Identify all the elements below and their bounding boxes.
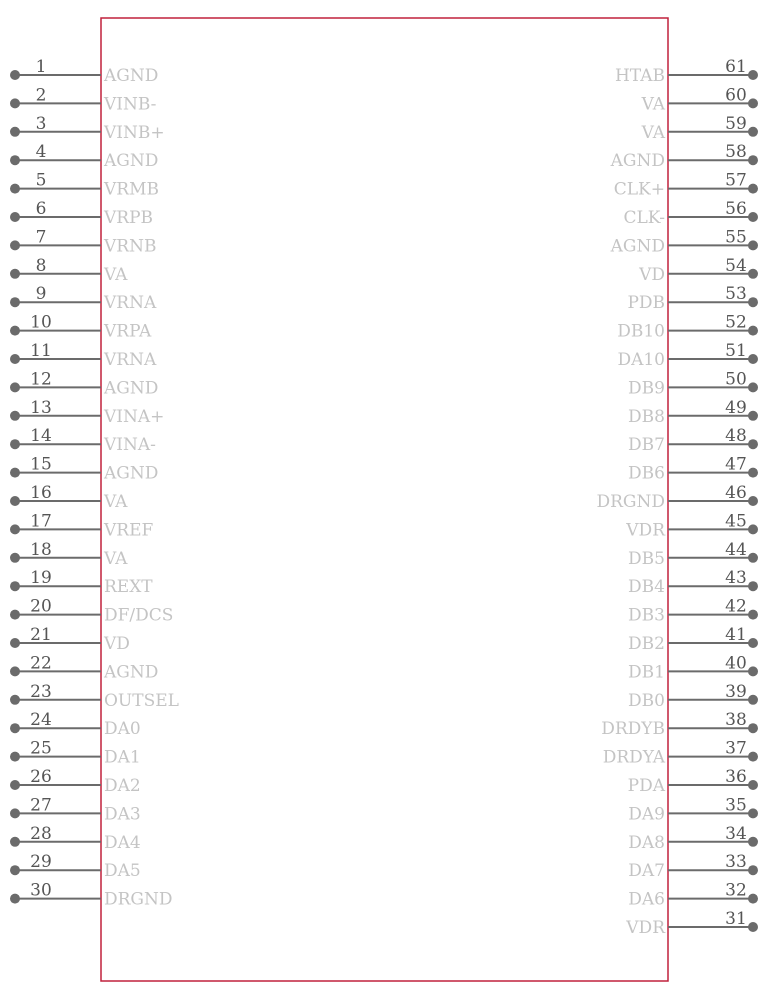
- pin-number: 18: [30, 539, 52, 560]
- pin-number: 46: [725, 483, 747, 503]
- pin-name: DA6: [628, 889, 665, 910]
- left-pin-group: [10, 57, 179, 910]
- pin-name: DA1: [104, 747, 141, 768]
- pin-name: OUTSEL: [104, 690, 179, 711]
- pin-54: [638, 256, 758, 285]
- pin-number: 56: [725, 199, 747, 219]
- pin-number: 58: [725, 142, 747, 163]
- pin-endpoint-dot: [10, 723, 20, 733]
- right-pin-group: [596, 57, 758, 938]
- pin-endpoint-dot: [10, 496, 20, 506]
- pin-endpoint-dot: [10, 127, 20, 137]
- pin-name: DB0: [628, 690, 665, 711]
- pin-endpoint-dot: [748, 326, 758, 336]
- pin-name: AGND: [104, 151, 159, 172]
- pin-name: HTAB: [614, 66, 665, 86]
- pin-name: VA: [641, 94, 665, 115]
- pin-number: 9: [35, 284, 47, 305]
- pin-53: [627, 284, 758, 313]
- pin-12: [10, 369, 158, 398]
- pin-number: 7: [35, 227, 47, 248]
- pin-endpoint-dot: [10, 808, 20, 818]
- pin-name: DA4: [104, 832, 141, 853]
- pin-endpoint-dot: [748, 212, 758, 222]
- pin-number: 42: [725, 596, 747, 617]
- pin-number: 10: [30, 312, 52, 333]
- pin-number: 15: [30, 454, 52, 475]
- pin-58: [610, 142, 758, 171]
- pin-name: VINB-: [104, 94, 157, 115]
- pin-59: [641, 114, 758, 143]
- pin-8: [10, 256, 128, 285]
- pin-39: [628, 682, 758, 711]
- pin-number: 49: [725, 397, 747, 418]
- pin-60: [641, 85, 758, 114]
- pin-6: [10, 199, 153, 228]
- ic-body-outline: [101, 18, 668, 981]
- pin-name: VRMB: [104, 179, 159, 200]
- pin-number: 11: [30, 341, 52, 361]
- pin-56: [623, 199, 758, 228]
- pin-number: 2: [35, 85, 47, 106]
- pin-name: VD: [104, 634, 130, 654]
- pin-endpoint-dot: [748, 922, 758, 932]
- pin-name: VA: [104, 492, 128, 512]
- pin-36: [628, 767, 758, 796]
- pin-endpoint-dot: [748, 496, 758, 506]
- pin-name: VA: [104, 264, 128, 285]
- pin-number: 48: [725, 426, 747, 447]
- pin-number: 13: [30, 397, 52, 418]
- pin-name: DRGND: [104, 889, 173, 910]
- pin-name: DB8: [628, 406, 665, 427]
- pin-endpoint-dot: [748, 468, 758, 478]
- pin-number: 5: [35, 170, 47, 191]
- pin-name: AGND: [610, 151, 665, 172]
- pin-number: 23: [30, 681, 52, 702]
- pin-name: DB6: [628, 463, 665, 484]
- pin-endpoint-dot: [10, 666, 20, 676]
- pin-endpoint-dot: [10, 212, 20, 222]
- pin-endpoint-dot: [10, 240, 20, 250]
- pin-endpoint-dot: [10, 326, 20, 336]
- pin-11: [10, 341, 157, 370]
- pin-32: [628, 881, 758, 910]
- pin-endpoint-dot: [10, 98, 20, 108]
- pin-49: [628, 398, 758, 427]
- pin-name: DRDYB: [601, 719, 665, 740]
- pin-61: [615, 57, 758, 86]
- pin-52: [617, 313, 758, 342]
- pin-name: VRNB: [104, 236, 157, 257]
- pin-number: 3: [35, 113, 47, 134]
- pin-31: [625, 909, 758, 938]
- pin-number: 14: [30, 426, 52, 447]
- pin-number: 22: [30, 653, 52, 674]
- pin-name: VINA+: [104, 406, 165, 427]
- pin-number: 26: [30, 767, 52, 787]
- pin-number: 19: [30, 568, 52, 589]
- pin-endpoint-dot: [10, 752, 20, 762]
- pin-24: [10, 710, 141, 739]
- pin-number: 51: [725, 341, 747, 361]
- pin-name: VINA-: [104, 435, 156, 456]
- pin-number: 6: [35, 199, 47, 219]
- pin-26: [10, 767, 141, 796]
- pin-endpoint-dot: [748, 524, 758, 534]
- pin-endpoint-dot: [10, 837, 20, 847]
- pin-endpoint-dot: [10, 553, 20, 563]
- pin-endpoint-dot: [748, 723, 758, 733]
- pin-endpoint-dot: [748, 666, 758, 676]
- pin-name: DB7: [628, 435, 665, 456]
- pin-34: [628, 824, 758, 853]
- pin-endpoint-dot: [10, 411, 20, 421]
- pin-22: [10, 653, 158, 682]
- pin-name: AGND: [104, 66, 159, 86]
- pin-number: 24: [30, 710, 52, 731]
- pin-endpoint-dot: [10, 865, 20, 875]
- pin-number: 60: [725, 85, 747, 106]
- pin-number: 16: [30, 483, 52, 503]
- pin-number: 43: [725, 568, 747, 589]
- pin-10: [10, 313, 152, 342]
- pin-number: 27: [30, 795, 52, 816]
- pin-name: DA5: [104, 861, 141, 882]
- pin-endpoint-dot: [748, 610, 758, 620]
- pin-name: DB10: [617, 321, 665, 342]
- pin-endpoint-dot: [748, 695, 758, 705]
- pin-number: 55: [725, 227, 747, 248]
- pin-endpoint-dot: [10, 155, 20, 165]
- pin-number: 45: [725, 511, 747, 532]
- pin-endpoint-dot: [10, 610, 20, 620]
- pin-41: [628, 625, 758, 654]
- pin-name: REXT: [104, 577, 153, 598]
- pin-endpoint-dot: [10, 70, 20, 80]
- pin-number: 36: [725, 767, 747, 787]
- pin-46: [596, 483, 758, 512]
- pin-19: [10, 568, 153, 597]
- pin-number: 32: [725, 880, 747, 901]
- pin-number: 41: [725, 625, 747, 645]
- pin-endpoint-dot: [748, 837, 758, 847]
- pin-endpoint-dot: [748, 382, 758, 392]
- pin-name: VRPA: [104, 321, 152, 342]
- pin-16: [10, 483, 128, 512]
- pin-number: 4: [35, 142, 47, 163]
- pin-name: DB1: [628, 662, 665, 683]
- pin-name: DA3: [104, 804, 141, 825]
- pin-17: [10, 511, 153, 540]
- pin-endpoint-dot: [10, 894, 20, 904]
- pin-number: 34: [725, 823, 747, 844]
- pin-name: VA: [641, 122, 665, 143]
- pin-endpoint-dot: [10, 468, 20, 478]
- pin-endpoint-dot: [10, 780, 20, 790]
- pin-endpoint-dot: [10, 354, 20, 364]
- pin-number: 31: [725, 909, 747, 929]
- pin-endpoint-dot: [10, 695, 20, 705]
- pin-number: 57: [725, 170, 747, 191]
- pin-35: [628, 795, 758, 824]
- pin-number: 39: [725, 681, 747, 702]
- pin-name: DA8: [628, 832, 665, 853]
- pin-endpoint-dot: [748, 808, 758, 818]
- pin-name: DF/DCS: [104, 605, 174, 626]
- pin-number: 53: [725, 284, 747, 305]
- pin-name: VREF: [104, 520, 154, 541]
- pin-name: DA7: [628, 861, 665, 882]
- pin-number: 61: [725, 57, 747, 77]
- pin-name: PDB: [627, 293, 665, 314]
- pin-9: [10, 284, 157, 313]
- pin-number: 28: [30, 823, 52, 844]
- pin-57: [614, 171, 758, 200]
- pin-name: VD: [639, 264, 665, 285]
- pin-14: [10, 426, 156, 455]
- pin-endpoint-dot: [748, 638, 758, 648]
- pin-number: 30: [30, 880, 52, 901]
- pin-name: DA9: [628, 804, 665, 825]
- pin-name: DB9: [628, 378, 665, 399]
- pin-name: CLK-: [623, 208, 665, 228]
- pin-endpoint-dot: [748, 439, 758, 449]
- pin-endpoint-dot: [748, 70, 758, 80]
- pin-number: 52: [725, 312, 747, 333]
- pin-endpoint-dot: [748, 752, 758, 762]
- pin-47: [628, 455, 758, 484]
- pin-endpoint-dot: [10, 439, 20, 449]
- pin-43: [628, 568, 758, 597]
- pin-endpoint-dot: [748, 98, 758, 108]
- pin-3: [10, 114, 165, 143]
- pin-2: [10, 85, 156, 114]
- pin-name: VA: [104, 548, 128, 569]
- pin-20: [10, 597, 173, 626]
- pin-number: 1: [35, 57, 47, 77]
- pin-name: AGND: [610, 236, 665, 257]
- pin-44: [628, 540, 758, 569]
- pin-endpoint-dot: [10, 581, 20, 591]
- pin-name: VDR: [626, 520, 665, 541]
- pin-name: VDR: [626, 918, 665, 938]
- pin-endpoint-dot: [748, 553, 758, 563]
- pin-number: 37: [725, 738, 747, 759]
- pin-name: DA10: [617, 350, 665, 370]
- pin-endpoint-dot: [10, 382, 20, 392]
- pin-name: AGND: [104, 463, 159, 484]
- pin-18: [10, 540, 128, 569]
- pin-33: [628, 852, 758, 881]
- pin-51: [617, 341, 758, 370]
- pin-38: [601, 710, 758, 739]
- pin-endpoint-dot: [748, 297, 758, 307]
- pin-29: [10, 852, 141, 881]
- pin-name: PDA: [627, 776, 665, 796]
- pin-endpoint-dot: [10, 297, 20, 307]
- pin-name: AGND: [104, 662, 159, 683]
- pin-number: 25: [30, 738, 52, 759]
- pin-number: 21: [30, 625, 52, 645]
- pin-number: 20: [30, 596, 52, 617]
- pin-40: [628, 653, 758, 682]
- pin-name: VRPB: [104, 208, 154, 228]
- pin-endpoint-dot: [748, 865, 758, 875]
- pin-number: 59: [725, 113, 747, 134]
- pin-number: 47: [725, 454, 747, 475]
- pin-42: [628, 597, 758, 626]
- pin-55: [610, 227, 758, 256]
- pin-30: [10, 881, 173, 910]
- pin-endpoint-dot: [748, 581, 758, 591]
- pin-endpoint-dot: [10, 524, 20, 534]
- pin-48: [628, 426, 758, 455]
- pin-number: 12: [30, 369, 52, 390]
- pin-45: [625, 511, 758, 540]
- pin-endpoint-dot: [748, 127, 758, 137]
- pin-endpoint-dot: [748, 155, 758, 165]
- pin-21: [10, 625, 130, 654]
- pin-endpoint-dot: [748, 780, 758, 790]
- pin-endpoint-dot: [10, 638, 20, 648]
- pin-endpoint-dot: [748, 269, 758, 279]
- pin-name: DRDYA: [602, 747, 665, 768]
- pin-endpoint-dot: [748, 411, 758, 421]
- pin-7: [10, 227, 156, 256]
- pin-endpoint-dot: [10, 184, 20, 194]
- pin-name: DB4: [628, 577, 665, 598]
- pin-15: [10, 455, 158, 484]
- pin-number: 44: [725, 539, 747, 560]
- pin-name: DB5: [628, 548, 665, 569]
- pin-name: DA0: [104, 719, 141, 740]
- pin-28: [10, 824, 141, 853]
- pin-number: 8: [35, 255, 47, 276]
- pin-endpoint-dot: [10, 269, 20, 279]
- pin-number: 33: [725, 852, 747, 873]
- pin-name: DRGND: [596, 492, 665, 512]
- pin-number: 17: [30, 511, 52, 532]
- pin-23: [10, 682, 179, 711]
- pin-37: [603, 739, 758, 768]
- pin-number: 35: [725, 795, 747, 816]
- pin-name: DA2: [104, 776, 141, 796]
- pin-name: CLK+: [613, 179, 665, 200]
- pin-name: DB3: [628, 605, 665, 626]
- pin-50: [628, 369, 758, 398]
- pin-13: [10, 398, 164, 427]
- pin-name: AGND: [104, 378, 159, 399]
- pin-number: 50: [725, 369, 747, 390]
- pin-5: [10, 171, 159, 200]
- pin-name: VRNA: [104, 350, 157, 370]
- pin-25: [10, 739, 141, 768]
- pin-27: [10, 795, 141, 824]
- pin-number: 38: [725, 710, 747, 731]
- pin-endpoint-dot: [748, 894, 758, 904]
- pin-number: 29: [30, 852, 52, 873]
- pin-endpoint-dot: [748, 240, 758, 250]
- pin-name: DB2: [628, 634, 665, 654]
- pin-1: [10, 57, 158, 86]
- pin-endpoint-dot: [748, 184, 758, 194]
- pin-number: 40: [725, 653, 747, 674]
- pin-4: [10, 142, 158, 171]
- pin-number: 54: [725, 255, 747, 276]
- pin-name: VINB+: [104, 122, 165, 143]
- pin-endpoint-dot: [748, 354, 758, 364]
- pin-name: VRNA: [104, 293, 157, 314]
